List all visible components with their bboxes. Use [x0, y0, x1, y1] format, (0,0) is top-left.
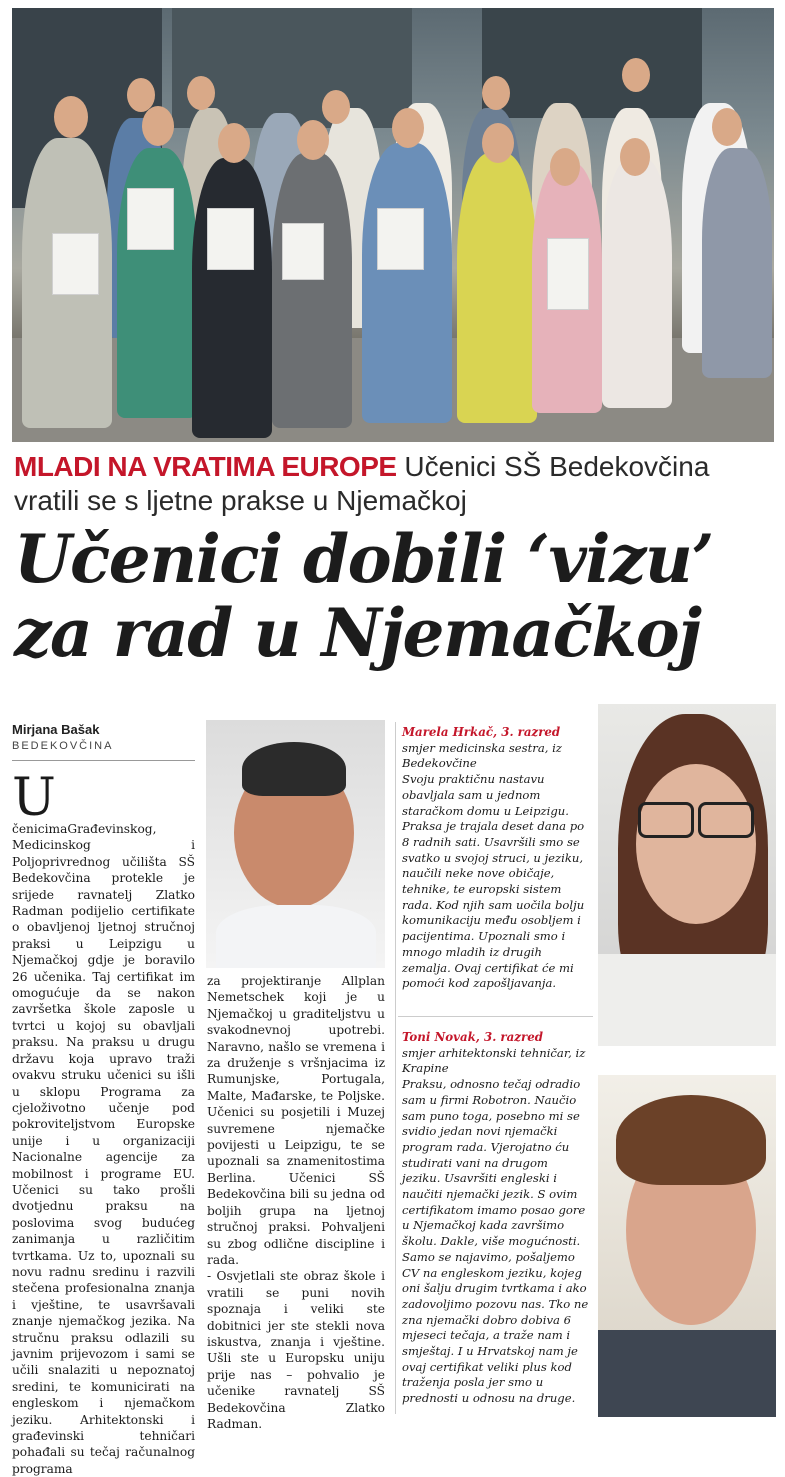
byline-divider	[12, 760, 195, 761]
article-column-1	[12, 768, 195, 1477]
principal-photo	[206, 720, 385, 968]
headline-line-2: za rad u Njemačkoj	[14, 594, 701, 672]
quote-divider	[398, 1016, 593, 1017]
quote-name: Marela Hrkač, 3. razred	[402, 725, 561, 739]
quote-toni	[402, 1030, 590, 1407]
drop-cap: U	[12, 768, 56, 828]
kicker-deck	[14, 450, 776, 518]
quote-role: smjer medicinska sestra, iz Bedekovčine	[402, 740, 562, 771]
headline-line-1: Učenici dobili ‘vizu’	[14, 520, 713, 598]
article-column-2	[207, 973, 385, 1432]
column-divider	[395, 722, 396, 1414]
headline	[14, 522, 784, 670]
article-text-1: čenicimaGrađevinskog, Medicinskog i Poljoprivrednog učilišta SŠ Bedekovčina protekle je srijede ravnatelj Zlatko Radman podijelio certifikate o obavljenoj ljetnoj stručnoj praksi u Leipzigu u Njemačkoj gdje je boravilo 26 učenika. Taj certifikat im omogućuje da se nakon završetka škole zaposle u tvrtci u kojoj su obavljali praksu. Na praksu u drugu državu koja upravo traži ovakvu struku učenici su išli u sklopu Programa za cjeloživotno učenje pod pokroviteljstvom Europske unije i u organizaciji Nacionalne agencije za mobilnost i programe EU. Učenici su tako prošli dvotjednu praksu na poslovima svog budućeg zanimanja u različitim tvrtkama. Uz to, upoznali su novu radnu sredinu i razvili stečena profesionalna znanja i vještine, te usavršavali znanje njemačkog jezika. Na stručnu praksu odlazili su javnim prijevozom i sami se učili snalaziti u nepoznatoj sredini, te komunicirati na engleskom i njemačkom jeziku. Arhitektonski i građevinski tehničari pohađali su tečaj računalnog programa	[12, 822, 195, 1476]
quote-text: Praksu, odnosno tečaj odradio sam u firmi Robotron. Naučio sam puno toga, posebno mi se svidio jedan novi njemački program rada. Vjerojatno ću studirati vani na drugom jeziku. Usavršiti engleski i naučiti njemački jezik. S ovim certifikatom imamo posao gore u Njemačkoj kada završimo školu. Dakle, više mogućnosti. Samo se najavimo, pošaljemo CV na engleskom jeziku, kojeg oni šalju drugim tvrtkama i ako zadovoljimo pozovu nas. Tko ne zna njemački dobro dobiva 6 mjeseci tečaja, a traže nam i smještaj. I u Hrvatskoj nam je ovaj certifikat veliki plus kod traženja posla jer smo u prednosti u odnosu na druge.	[402, 1077, 589, 1406]
group-photo	[12, 8, 774, 442]
article-text-2: za projektiranje Allplan Nemetschek koji je u Njemačkoj u graditeljstvu u svakodnevnoj upotrebi. Naravno, našlo se vremena i za druženje s vršnjacima iz Rumunjske, Portugala, Malte, Mađarske, te Poljske. Učenici su posjetili i Muzej suvremene njemačke povijesti u Leipzigu, te se upoznali sa znamenitostima Berlina. Učenici SŠ Bedekovčina bili su jedna od boljih grupa na ljetnoj stručnoj praksi. Pohvaljeni su zbog odlične discipline i rada.	[207, 974, 385, 1267]
quote-role: smjer arhitektonski tehničar, iz Krapine	[402, 1045, 586, 1076]
quote-marela	[402, 725, 590, 992]
deck-text: Učenici SŠ Bedekovčina vratili se s ljetne prakse u Njemačkoj	[14, 451, 710, 516]
portrait-marela	[598, 704, 776, 1046]
quote-text: Svoju praktičnu nastavu obavljala sam u jednom staračkom domu u Leipzigu. Praksa je trajala deset dana po 8 radnih sati. Usavršili smo se svatko u svojoj struci, u jeziku, naučili neke nove običaje, tehnike, te europski sistem rada. Kod njih sam uočila bolju komunikaciju među osobljem i pacijentima. Upoznali smo i mnogo mladih iz drugih zemalja. Ovaj certifikat će mi pomoći kod zapošljavanja.	[402, 772, 585, 991]
portrait-toni	[598, 1075, 776, 1417]
byline-place: BEDEKOVČINA	[12, 740, 114, 752]
section-label: MLADI NA VRATIMA EUROPE	[14, 451, 397, 482]
quote-name: Toni Novak, 3. razred	[402, 1030, 543, 1044]
byline-author: Mirjana Bašak	[12, 722, 100, 737]
principal-quote: - Osvjetlali ste obraz škole i vratili se puni novih spoznaja i veliki ste dobitnici jer ste stekli nova iskustva, znanja i vještine. Ušli ste u Europsku uniju prije nas – pohvalio je učenike ravnatelj SŠ Bedekovčina Zlatko Radman.	[207, 1269, 385, 1431]
